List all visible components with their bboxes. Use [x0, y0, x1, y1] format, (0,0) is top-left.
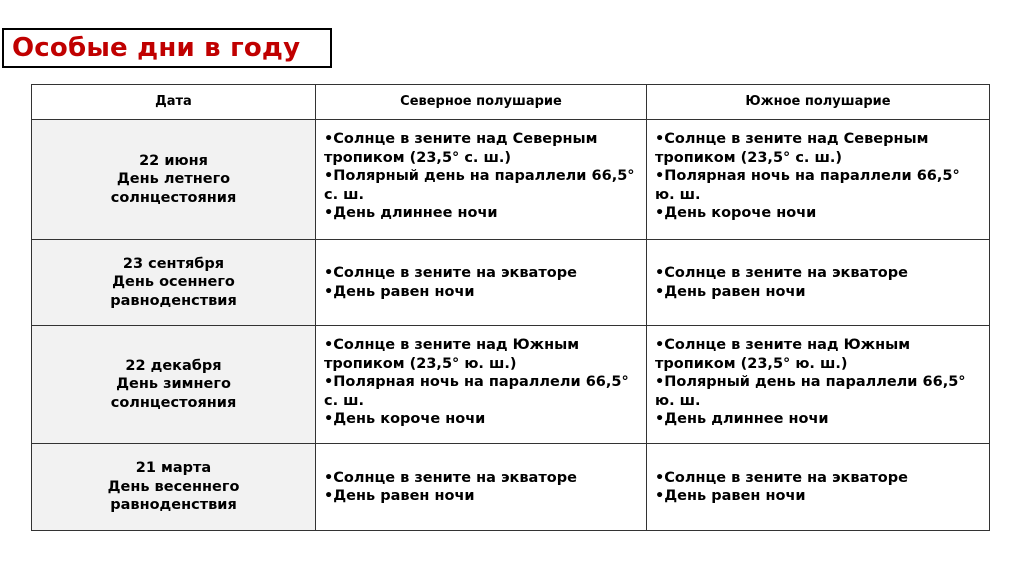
fact-item: •Солнце в зените над Северным тропиком (23,5° с. ш.)	[324, 131, 598, 166]
south-cell	[647, 444, 990, 531]
table-row	[32, 240, 990, 326]
event-name-line: День осеннего	[112, 274, 235, 291]
event-name-line: День весеннего	[107, 478, 240, 495]
header-south: Южное полушарие	[647, 85, 990, 120]
event-name-line: солнцестояния	[110, 394, 237, 411]
date-cell	[32, 120, 316, 240]
header-date: Дата	[32, 85, 316, 120]
fact-item: •День равен ночи	[324, 488, 475, 504]
date-cell	[32, 240, 316, 326]
fact-item: •Солнце в зените над Северным тропиком (23,5° с. ш.)	[655, 131, 929, 166]
fact-item: •Полярная ночь на параллели 66,5° с. ш.	[324, 374, 629, 409]
date-value: 21 марта	[135, 460, 212, 477]
fact-item: •День равен ночи	[655, 488, 806, 504]
north-cell	[316, 326, 647, 444]
south-cell	[647, 326, 990, 444]
fact-item: •Полярный день на параллели 66,5° ю. ш.	[655, 374, 966, 409]
north-cell	[316, 120, 647, 240]
fact-item: •Солнце в зените на экваторе	[655, 469, 908, 486]
table-row	[32, 444, 990, 531]
fact-item: •Солнце в зените над Южным тропиком (23,5° ю. ш.)	[655, 337, 911, 372]
fact-item: •Полярная ночь на параллели 66,5° ю. ш.	[655, 168, 960, 203]
south-cell	[647, 120, 990, 240]
fact-item: •Полярный день на параллели 66,5° с. ш.	[324, 168, 635, 203]
fact-item: •Солнце в зените на экваторе	[655, 265, 908, 281]
north-cell	[316, 444, 647, 531]
fact-item: •Солнце в зените на экваторе	[324, 265, 577, 281]
special-days-table	[31, 84, 990, 531]
fact-item: •День короче ночи	[324, 411, 486, 427]
event-name-line: равноденствия	[110, 497, 237, 514]
fact-item: •День длиннее ночи	[324, 205, 498, 221]
table-row	[32, 326, 990, 444]
date-value: 23 сентября	[122, 255, 225, 272]
fact-item: •Солнце в зените над Южным тропиком (23,5° ю. ш.)	[324, 337, 580, 372]
fact-item: •День равен ночи	[655, 283, 806, 300]
date-value: 22 декабря	[125, 357, 222, 374]
date-value: 22 июня	[139, 152, 208, 169]
fact-item: •День короче ночи	[655, 205, 817, 221]
fact-item: •День равен ночи	[324, 283, 475, 300]
north-cell	[316, 240, 647, 326]
event-name-line: День зимнего	[116, 376, 231, 393]
header-north: Северное полушарие	[316, 85, 647, 120]
event-name-line: солнцестояния	[110, 189, 237, 206]
table-row	[32, 120, 990, 240]
date-cell	[32, 444, 316, 531]
south-cell	[647, 240, 990, 326]
page-title: Особые дни в году	[2, 28, 332, 68]
event-name-line: равноденствия	[110, 292, 237, 309]
fact-item: •День длиннее ночи	[655, 411, 829, 427]
fact-item: •Солнце в зените на экваторе	[324, 469, 577, 486]
event-name-line: День летнего	[116, 171, 231, 188]
date-cell	[32, 326, 316, 444]
table-header-row	[32, 85, 990, 120]
